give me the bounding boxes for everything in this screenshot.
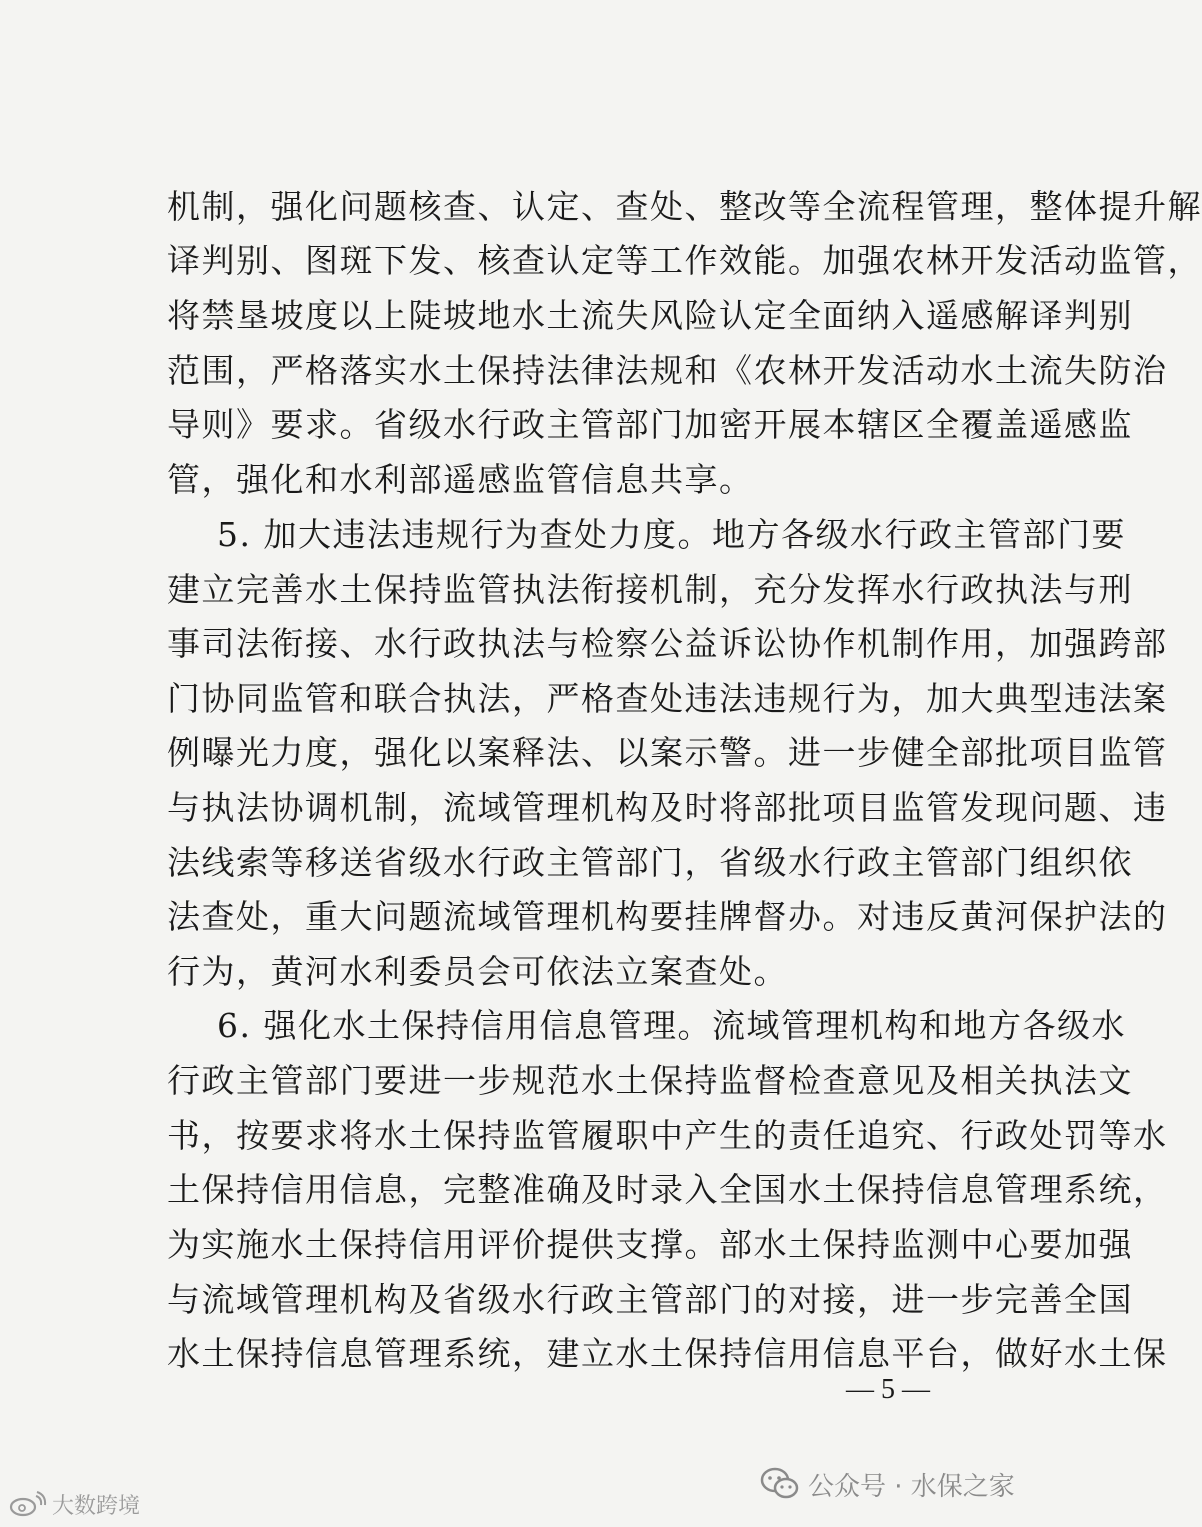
body-line: 土保持信用信息，完整准确及时录入全国水土保持信息管理系统， [167,1170,1168,1209]
body-line: 水土保持信息管理系统，建立水土保持信用信息平台，做好水土保 [167,1334,1168,1373]
section-heading-line: 6. 强化水土保持信用信息管理。流域管理机构和地方各级水 [217,1006,1126,1045]
watermark-wechat [760,1462,1015,1506]
body-line: 与流域管理机构及省级水行政主管部门的对接，进一步完善全国 [167,1280,1133,1319]
body-line: 例曝光力度，强化以案释法、以案示警。进一步健全部批项目监管 [167,733,1168,772]
body-line: 为实施水土保持信用评价提供支撑。部水土保持监测中心要加强 [167,1225,1133,1264]
body-line: 建立完善水土保持监管执法衔接机制，充分发挥水行政执法与刑 [167,570,1133,609]
body-line: 行为，黄河水利委员会可依法立案查处。 [167,952,788,991]
body-line: 管，强化和水利部遥感监管信息共享。 [167,460,754,499]
body-line: 导则》要求。省级水行政主管部门加密开展本辖区全覆盖遥感监 [167,405,1133,444]
section-heading-line: 5. 加大违法违规行为查处力度。地方各级水行政主管部门要 [217,515,1126,554]
body-line: 书，按要求将水土保持监管履职中产生的责任追究、行政处罚等水 [167,1116,1168,1155]
body-line: 范围，严格落实水土保持法律法规和《农林开发活动水土流失防治 [167,351,1168,390]
body-line: 事司法衔接、水行政执法与检察公益诉讼协作机制作用，加强跨部 [167,624,1168,663]
body-line: 将禁垦坡度以上陡坡地水土流失风险认定全面纳入遥感解译判别 [167,296,1133,335]
body-line: 译判别、图斑下发、核查认定等工作效能。加强农林开发活动监管， [167,241,1202,280]
body-line: 法查处，重大问题流域管理机构要挂牌督办。对违反黄河保护法的 [167,897,1168,936]
watermark-text: 公众号 · 水保之家 [808,1471,1015,1502]
watermark-text: 大数跨境 [52,1493,141,1519]
body-line: 与执法协调机制，流域管理机构及时将部批项目监管发现问题、违 [167,788,1168,827]
body-line: 行政主管部门要进一步规范水土保持监督检查意见及相关执法文 [167,1061,1133,1100]
body-line: 法线索等移送省级水行政主管部门，省级水行政主管部门组织依 [167,843,1133,882]
wechat-icon [760,1467,800,1501]
page-number: — 5 — [846,1374,930,1405]
watermark-weibo [8,1488,140,1520]
body-line: 门协同监管和联合执法，严格查处违法违规行为，加大典型违法案 [167,679,1168,718]
body-line: 机制，强化问题核查、认定、查处、整改等全流程管理，整体提升解 [167,187,1202,226]
weibo-icon [8,1490,48,1518]
